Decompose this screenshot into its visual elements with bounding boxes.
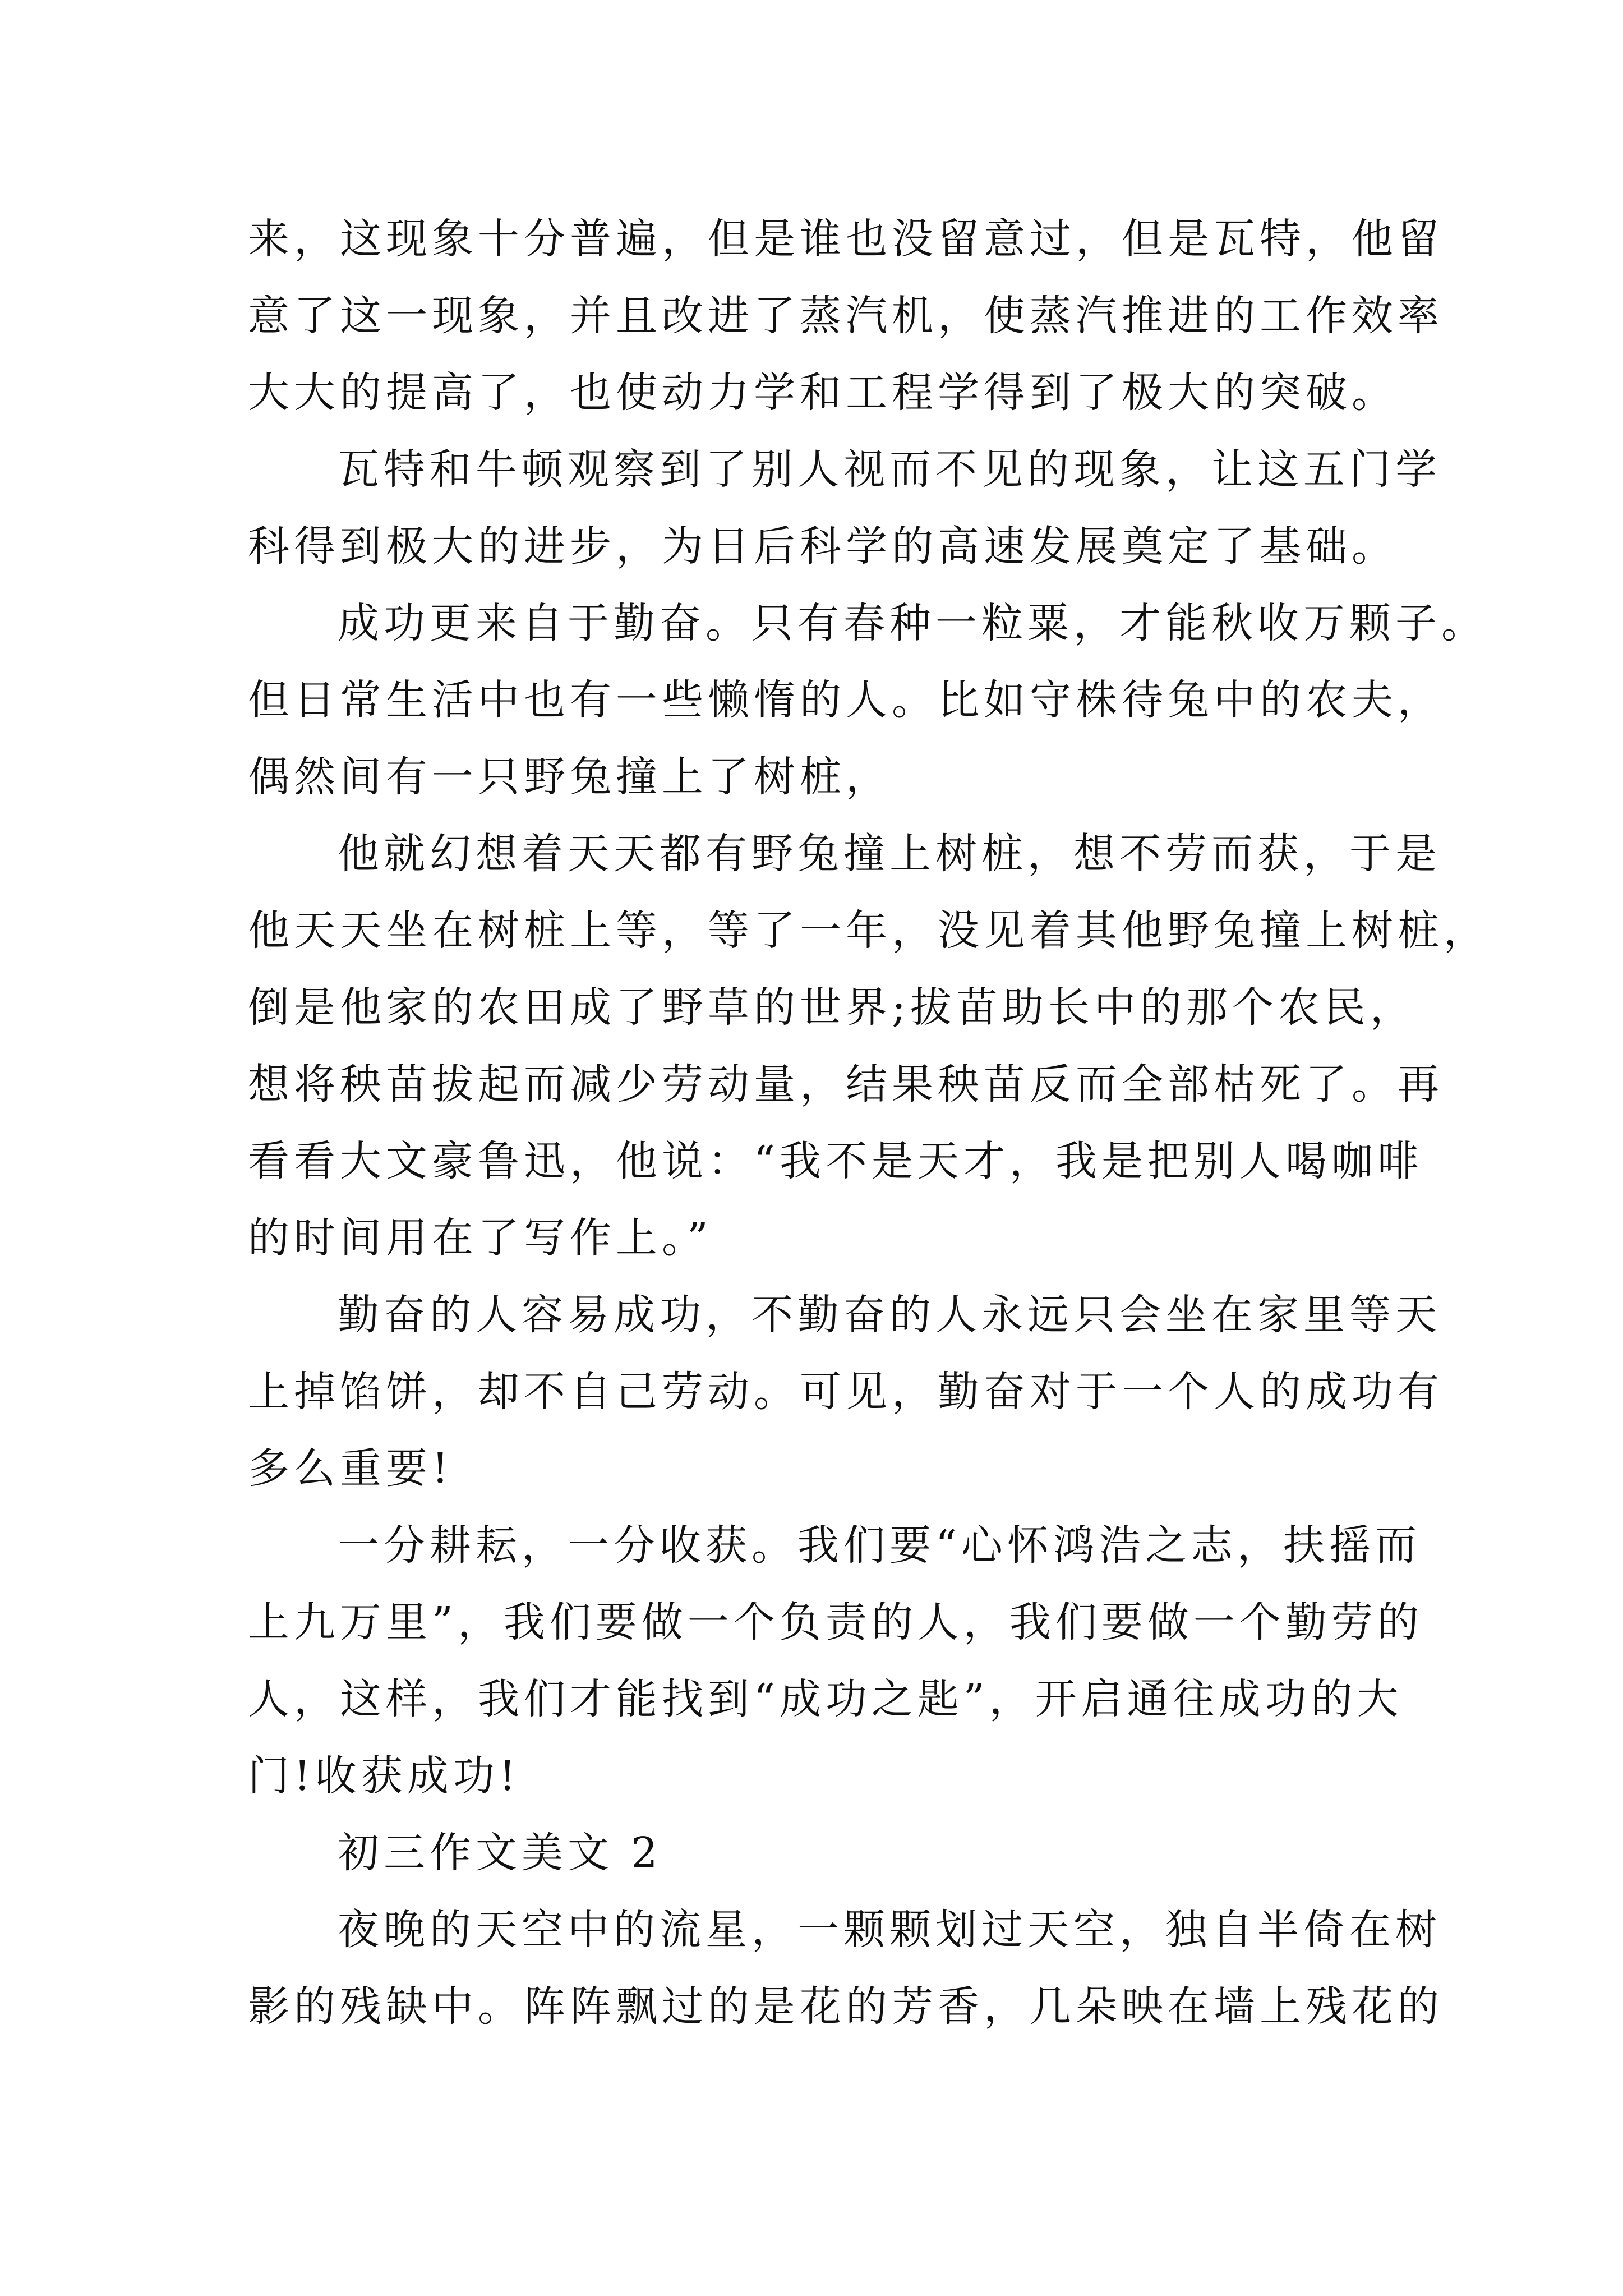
text-line: 来，这现象十分普遍，但是谁也没留意过，但是瓦特，他留 <box>248 215 1444 263</box>
text-line: 人，这样，我们才能找到“成功之匙”，开启通往成功的大 <box>248 1675 1403 1723</box>
text-line: 影的残缺中。阵阵飘过的是花的芳香，几朵映在墙上残花的 <box>248 1982 1444 2031</box>
text-line: 门!收获成功! <box>248 1752 520 1800</box>
paragraph-1 <box>248 201 1444 431</box>
text-line: 科得到极大的进步，为日后科学的高速发展奠定了基础。 <box>248 522 1398 570</box>
paragraph-4 <box>248 816 1490 1277</box>
text-line: 勤奋的人容易成功，不勤奋的人永远只会坐在家里等天 <box>338 1291 1441 1339</box>
section-heading <box>248 1815 1385 1892</box>
text-line: 的时间用在了写作上。” <box>248 1214 713 1262</box>
text-line: 他天天坐在树桩上等，等了一年，没见着其他野兔撞上树桩， <box>248 907 1490 955</box>
text-line: 上掉馅饼，却不自己劳动。可见，勤奋对于一个人的成功有 <box>248 1368 1444 1416</box>
text-line: 一分耕耘，一分收获。我们要“心怀鸿浩之志，扶摇而 <box>338 1521 1421 1570</box>
section-heading-text: 初三作文美文 2 <box>338 1829 662 1877</box>
text-line: 他就幻想着天天都有野兔撞上树桩，想不劳而获，于是 <box>338 830 1441 878</box>
text-line: 瓦特和牛顿观察到了别人视而不见的现象，让这五门学 <box>338 445 1441 494</box>
text-line: 多么重要! <box>248 1444 453 1493</box>
paragraph-6 <box>248 1507 1423 1815</box>
text-line: 但日常生活中也有一些懒惰的人。比如守株待兔中的农夫， <box>248 676 1444 724</box>
paragraph-2 <box>248 431 1441 585</box>
document-body <box>248 201 1490 2045</box>
text-line: 夜晚的天空中的流星，一颗颗划过天空，独自半倚在树 <box>338 1906 1441 1954</box>
text-line: 偶然间有一只野兔撞上了树桩， <box>248 753 892 801</box>
paragraph-3 <box>248 585 1487 816</box>
text-line: 上九万里”，我们要做一个负责的人，我们要做一个勤劳的 <box>248 1598 1423 1646</box>
text-line: 看看大文豪鲁迅，他说：“我不是天才，我是把别人喝咖啡 <box>248 1137 1423 1185</box>
text-line: 倒是他家的农田成了野草的世界;拔苗助长中的那个农民， <box>248 983 1416 1032</box>
text-line: 大大的提高了，也使动力学和工程学得到了极大的突破。 <box>248 369 1398 417</box>
text-line: 意了这一现象，并且改进了蒸汽机，使蒸汽推进的工作效率 <box>248 292 1444 340</box>
paragraph-7 <box>248 1892 1444 2045</box>
text-line: 想将秧苗拔起而减少劳动量，结果秧苗反而全部枯死了。再 <box>248 1060 1444 1108</box>
text-line: 成功更来自于勤奋。只有春种一粒粟，才能秋收万颗子。 <box>338 599 1487 647</box>
paragraph-5 <box>248 1277 1444 1507</box>
